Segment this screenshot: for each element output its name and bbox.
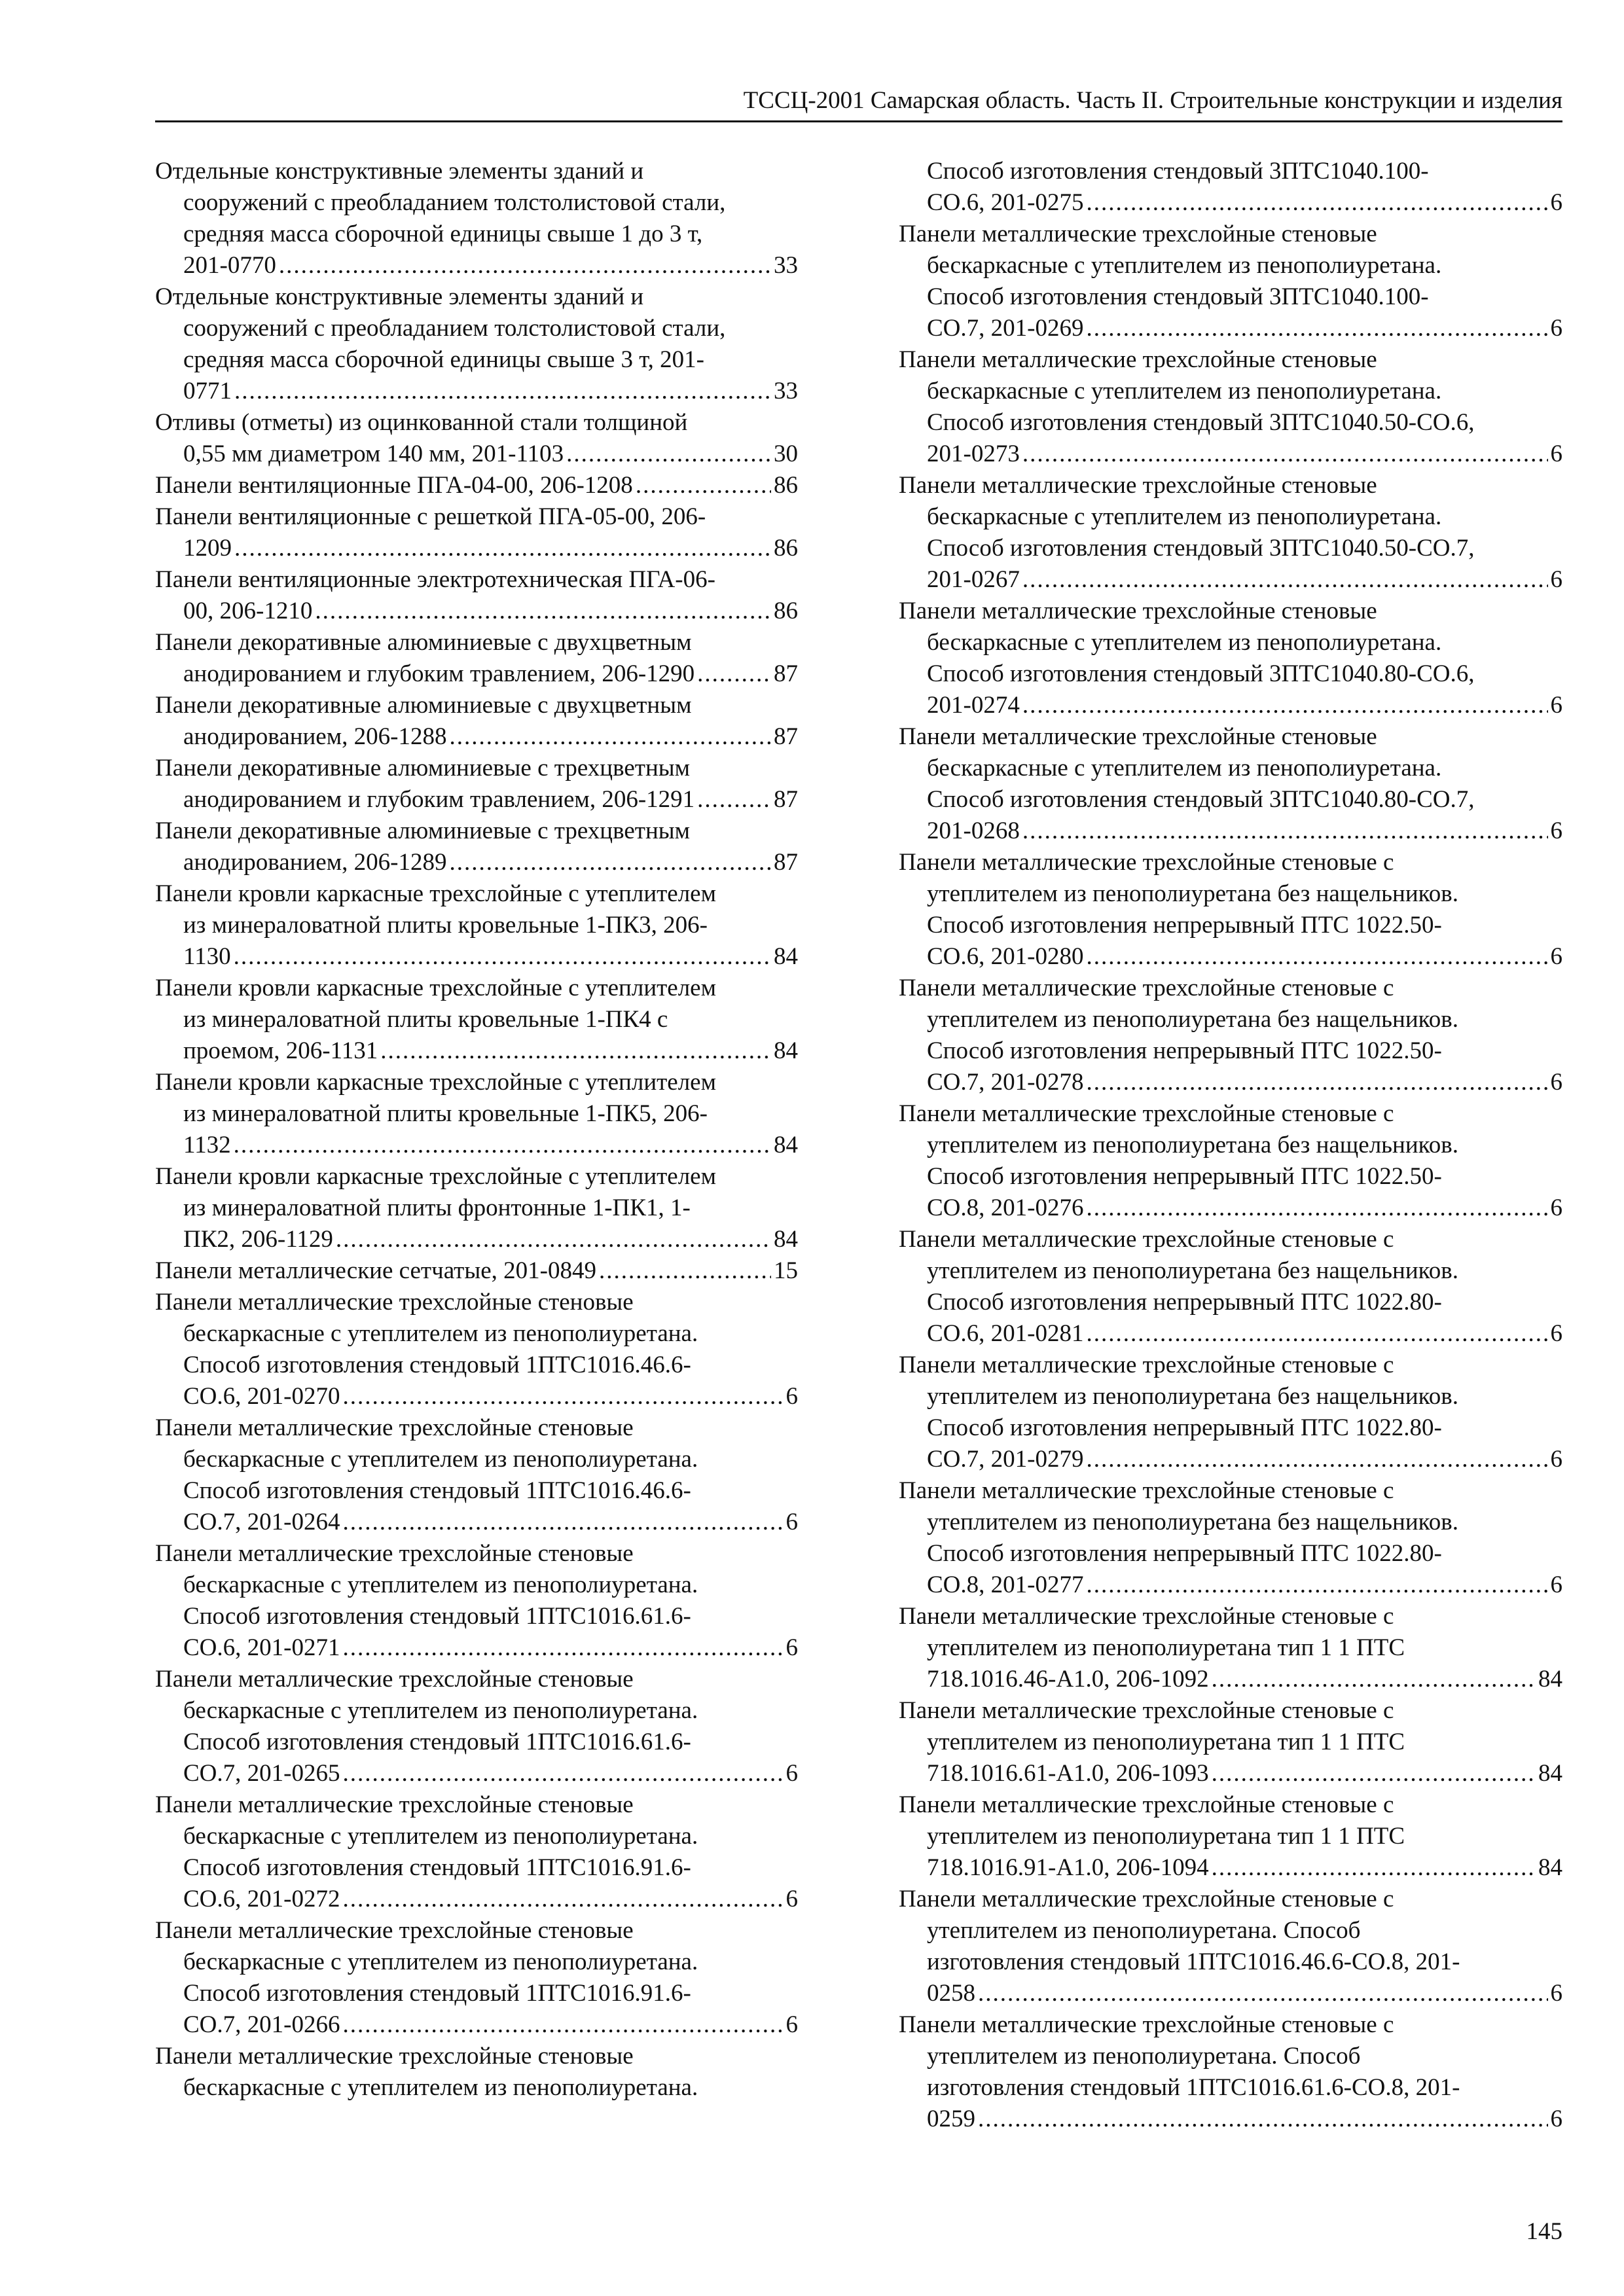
- index-entry-leader-line: [927, 2104, 1562, 2135]
- index-entry-page: 6: [785, 1634, 798, 1661]
- index-entry-line: Способ изготовления стендовый 1ПТС1016.91.6-: [183, 1980, 691, 2007]
- index-entry-page: 6: [785, 1383, 798, 1410]
- index-entry-text: СО.6, 201-0271: [183, 1634, 340, 1661]
- index-entry-page: 6: [1550, 315, 1562, 342]
- index-entry-line: из минераловатной плиты кровельные 1-ПК5, 206-: [183, 1100, 708, 1127]
- index-entry: [155, 753, 798, 816]
- index-entry-leader-line: [927, 439, 1562, 470]
- dot-leader: [1086, 941, 1547, 973]
- index-entry-leader-line: [927, 1758, 1562, 1789]
- index-entry: [899, 1475, 1562, 1601]
- index-entry-page: 33: [774, 252, 798, 279]
- index-entry-text: СО.7, 201-0278: [927, 1069, 1084, 1096]
- index-entry: [899, 596, 1562, 721]
- dot-leader: [234, 533, 771, 564]
- index-entry-text: 718.1016.46-А1.0, 206-1092: [927, 1666, 1209, 1693]
- index-entry-text: СО.6, 201-0270: [183, 1383, 340, 1410]
- dot-leader: [636, 470, 771, 501]
- dot-leader: [1212, 1852, 1536, 1884]
- index-entry-line: бескаркасные с утеплителем из пенополиуретана.: [183, 1320, 698, 1347]
- index-entry-line: из минераловатной плиты кровельные 1-ПК4 с: [183, 1006, 668, 1033]
- index-entry-line: Способ изготовления стендовый 3ПТС1040.100-: [927, 283, 1429, 310]
- index-entry-line: Панели металлические трехслойные стеновые с: [899, 1226, 1394, 1253]
- index-entry-line: бескаркасные с утеплителем из пенополиуретана.: [927, 378, 1442, 404]
- dot-leader: [1086, 313, 1547, 344]
- index-entry-leader-line: [927, 1852, 1562, 1884]
- index-entry: [155, 1789, 798, 1915]
- index-entry: [155, 564, 798, 627]
- index-entry-line: Отдельные конструктивные элементы зданий и: [155, 158, 644, 185]
- index-entry-text: 718.1016.61-А1.0, 206-1093: [927, 1760, 1209, 1787]
- index-entry-text: 201-0770: [183, 252, 276, 279]
- index-entry-page: 84: [774, 1226, 798, 1253]
- index-entry-line: Панели кровли каркасные трехслойные с утеплителем: [155, 975, 717, 1001]
- dot-leader: [449, 847, 771, 878]
- index-entry-page: 6: [1550, 2106, 1562, 2132]
- dot-leader: [342, 2009, 783, 2041]
- index-entry: [155, 690, 798, 753]
- index-entry-line: Панели металлические трехслойные стеновые: [899, 221, 1377, 247]
- dot-leader: [978, 1978, 1548, 2009]
- index-entry-line: Способ изготовления стендовый 1ПТС1016.61.6-: [183, 1729, 691, 1755]
- index-entry-line: Панели металлические трехслойные стеновые: [155, 1540, 634, 1567]
- dot-leader: [1086, 1444, 1547, 1475]
- index-entry-line: изготовления стендовый 1ПТС1016.61.6-СО.8, 201-: [927, 2074, 1460, 2101]
- index-entry-leader-line: [927, 1570, 1562, 1601]
- index-entry-leader-line: [927, 1318, 1562, 1350]
- index-entry-page: 6: [785, 2011, 798, 2038]
- dot-leader: [1086, 1193, 1547, 1224]
- index-entry-line: Панели металлические трехслойные стеновые с: [899, 1477, 1394, 1504]
- index-entry-line: утеплителем из пенополиуретана без нащельников.: [927, 1006, 1458, 1033]
- index-entry-line: средняя масса сборочной единицы свыше 1 до 3 т,: [183, 221, 703, 247]
- index-entry: [155, 878, 798, 973]
- index-entry-leader-line: [183, 596, 798, 627]
- index-entry: [899, 847, 1562, 973]
- index-entry-line: Панели металлические трехслойные стеновые с: [899, 1100, 1394, 1127]
- index-entry-text: 718.1016.91-А1.0, 206-1094: [927, 1854, 1209, 1881]
- index-entry-line: Панели металлические трехслойные стеновые: [155, 1414, 634, 1441]
- index-entry-line: Панели вентиляционные с решеткой ПГА-05-00, 206-: [155, 503, 706, 530]
- index-entry-line: из минераловатной плиты фронтонные 1-ПК1, 1-: [183, 1194, 691, 1221]
- index-entry: [899, 1224, 1562, 1350]
- index-entry-page: 84: [1538, 1760, 1562, 1787]
- index-entry-text: СО.7, 201-0269: [927, 315, 1084, 342]
- index-entry-leader-line: [183, 250, 798, 281]
- dot-leader: [697, 658, 771, 690]
- index-entry-line: Панели металлические трехслойные стеновые с: [899, 849, 1394, 876]
- index-entry-page: 6: [1550, 943, 1562, 970]
- index-entry: [155, 1287, 798, 1412]
- index-entry-page: 6: [1550, 817, 1562, 844]
- index-entry-line: Панели кровли каркасные трехслойные с утеплителем: [155, 880, 717, 907]
- index-entry-line: бескаркасные с утеплителем из пенополиуретана.: [183, 2074, 698, 2101]
- index-entry-leader-line: [183, 721, 798, 753]
- index-entry: [155, 1538, 798, 1664]
- index-entry-page: 6: [785, 1760, 798, 1787]
- index-entry-page: 84: [774, 1037, 798, 1064]
- index-entry-text: анодированием и глубоким травлением, 206-1291: [183, 786, 695, 813]
- index-entry-line: Панели декоративные алюминиевые с трехцветным: [155, 755, 691, 781]
- index-entry: [155, 156, 798, 281]
- index-entry: [899, 2009, 1562, 2135]
- index-entry-page: 6: [1550, 1069, 1562, 1096]
- index-entry-line: Способ изготовления непрерывный ПТС 1022.50-: [927, 912, 1442, 939]
- index-entry-line: бескаркасные с утеплителем из пенополиуретана.: [183, 1697, 698, 1724]
- index-entry: [899, 1601, 1562, 1695]
- index-entry: [155, 1255, 798, 1287]
- dot-leader: [1022, 564, 1548, 596]
- index-entry-text: 201-0273: [927, 440, 1020, 467]
- index-entry-line: Способ изготовления стендовый 3ПТС1040.50-СО.6,: [927, 409, 1475, 436]
- index-entry-line: утеплителем из пенополиуретана тип 1 1 ПТС: [927, 1823, 1405, 1850]
- index-entry-leader-line: [183, 533, 798, 564]
- index-entry-text: 1132: [183, 1132, 231, 1158]
- index-entry-leader-line: [183, 439, 798, 470]
- index-entry-page: 6: [785, 1886, 798, 1912]
- dot-leader: [342, 1758, 783, 1789]
- index-entry-page: 87: [774, 849, 798, 876]
- index-entry: [155, 407, 798, 470]
- index-entry-leader-line: [183, 1035, 798, 1067]
- index-entry-line: Отдельные конструктивные элементы зданий и: [155, 283, 644, 310]
- index-entry-line: Панели металлические трехслойные стеновые с: [899, 1886, 1394, 1912]
- index-entry-text: 0,55 мм диаметром 140 мм, 201-1103: [183, 440, 564, 467]
- dot-leader: [234, 941, 771, 973]
- index-entry-page: 6: [1550, 440, 1562, 467]
- index-entry: [899, 721, 1562, 847]
- index-entry-line: бескаркасные с утеплителем из пенополиуретана.: [183, 1571, 698, 1598]
- index-entry-leader-line: [927, 564, 1562, 596]
- index-entry: [899, 1098, 1562, 1224]
- index-column-left: [155, 156, 798, 2104]
- index-entry-leader-line: [927, 187, 1562, 219]
- index-entry-text: СО.7, 201-0279: [927, 1446, 1084, 1473]
- index-entry-page: 6: [1550, 566, 1562, 593]
- index-entry-leader-line: [183, 1632, 798, 1664]
- index-entry: [899, 470, 1562, 596]
- index-entry-line: Панели металлические трехслойные стеновые: [155, 1791, 634, 1818]
- index-entry-line: Способ изготовления стендовый 3ПТС1040.80-СО.6,: [927, 660, 1475, 687]
- index-entry-line: Способ изготовления стендовый 3ПТС1040.80-СО.7,: [927, 786, 1475, 813]
- index-entry-leader-line: [183, 1381, 798, 1412]
- index-entry-page: 30: [774, 440, 798, 467]
- index-entry-leader-line: [927, 1444, 1562, 1475]
- index-entry-text: СО.7, 201-0265: [183, 1760, 340, 1787]
- index-entry-page: 84: [774, 1132, 798, 1158]
- index-entry-line: изготовления стендовый 1ПТС1016.46.6-СО.8, 201-: [927, 1948, 1460, 1975]
- index-entry-line: Панели декоративные алюминиевые с трехцветным: [155, 817, 691, 844]
- dot-leader: [978, 2104, 1548, 2135]
- dot-leader: [599, 1255, 771, 1287]
- index-entry-leader-line: [927, 1978, 1562, 2009]
- index-entry-leader-line: [927, 1193, 1562, 1224]
- dot-leader: [1022, 439, 1548, 470]
- index-entry-page: 84: [1538, 1666, 1562, 1693]
- index-entry-line: бескаркасные с утеплителем из пенополиуретана.: [183, 1446, 698, 1473]
- index-entry-line: Панели металлические трехслойные стеновые: [899, 346, 1377, 373]
- index-entry-leader-line: [927, 1067, 1562, 1098]
- index-entry-text: СО.6, 201-0275: [927, 189, 1084, 216]
- dot-leader: [380, 1035, 771, 1067]
- index-entry-text: СО.8, 201-0277: [927, 1571, 1084, 1598]
- index-entry: [155, 1412, 798, 1538]
- index-entry-page: 33: [774, 378, 798, 404]
- index-entry-text: 0771: [183, 378, 232, 404]
- index-entry-text: анодированием, 206-1289: [183, 849, 447, 876]
- index-entry-line: Панели металлические трехслойные стеновые с: [899, 1603, 1394, 1630]
- index-entry-line: бескаркасные с утеплителем из пенополиуретана.: [927, 503, 1442, 530]
- index-entry-leader-line: [183, 1884, 798, 1915]
- dot-leader: [336, 1224, 771, 1255]
- dot-leader: [1086, 1318, 1547, 1350]
- index-entry-leader-line: [183, 2009, 798, 2041]
- index-entry-text: 0258: [927, 1980, 975, 2007]
- index-entry-line: Панели декоративные алюминиевые с двухцветным: [155, 692, 692, 719]
- index-entry: [155, 281, 798, 407]
- index-entry-line: Панели металлические трехслойные стеновые: [899, 472, 1377, 499]
- index-entry: [155, 816, 798, 878]
- index-entry-line: утеплителем из пенополиуретана без нащельников.: [927, 1509, 1458, 1535]
- index-entry-text: СО.6, 201-0272: [183, 1886, 340, 1912]
- index-entry-leader-line: [183, 1507, 798, 1538]
- index-entry-line: Панели металлические трехслойные стеновые: [155, 1666, 634, 1693]
- index-entry-leader-line: [183, 847, 798, 878]
- index-entry-page: 6: [1550, 1194, 1562, 1221]
- index-entry-page: 84: [774, 943, 798, 970]
- index-entry-page: 6: [1550, 1320, 1562, 1347]
- index-entry-line: Способ изготовления непрерывный ПТС 1022.80-: [927, 1289, 1442, 1316]
- index-entry: [155, 973, 798, 1067]
- index-entry-leader-line: [927, 1664, 1562, 1695]
- index-entry-line: Способ изготовления стендовый 3ПТС1040.50-СО.7,: [927, 535, 1475, 562]
- index-entry-line: Способ изготовления стендовый 1ПТС1016.46.6-: [183, 1352, 691, 1378]
- index-entry-line: Способ изготовления стендовый 1ПТС1016.61.6-: [183, 1603, 691, 1630]
- index-entry-text: 201-0274: [927, 692, 1020, 719]
- index-entry-leader-line: [927, 941, 1562, 973]
- index-entry-line: Панели кровли каркасные трехслойные с утеплителем: [155, 1163, 717, 1190]
- index-entry-line: Панели металлические трехслойные стеновые с: [899, 1697, 1394, 1724]
- index-entry-text: 201-0268: [927, 817, 1020, 844]
- index-entry-text: Панели металлические сетчатые, 201-0849: [155, 1257, 596, 1284]
- dot-leader: [342, 1884, 783, 1915]
- index-entry-line: Панели декоративные алюминиевые с двухцветным: [155, 629, 692, 656]
- index-entry-line: бескаркасные с утеплителем из пенополиуретана.: [927, 252, 1442, 279]
- index-entry-page: 6: [1550, 1571, 1562, 1598]
- index-entry-leader-line: [183, 1224, 798, 1255]
- index-entry-page: 87: [774, 723, 798, 750]
- dot-leader: [566, 439, 771, 470]
- index-entry: [155, 1161, 798, 1255]
- index-entry-text: СО.7, 201-0266: [183, 2011, 340, 2038]
- index-entry-line: Способ изготовления непрерывный ПТС 1022.50-: [927, 1163, 1442, 1190]
- index-entry-line: бескаркасные с утеплителем из пенополиуретана.: [183, 1948, 698, 1975]
- index-entry-line: Способ изготовления стендовый 1ПТС1016.91.6-: [183, 1854, 691, 1881]
- index-entry-line: Способ изготовления стендовый 1ПТС1016.46.6-: [183, 1477, 691, 1504]
- index-entry-line: утеплителем из пенополиуретана тип 1 1 ПТС: [927, 1729, 1405, 1755]
- index-entry-text: Панели вентиляционные ПГА-04-00, 206-1208: [155, 472, 633, 499]
- index-entry-page: 6: [1550, 692, 1562, 719]
- dot-leader: [1022, 690, 1548, 721]
- index-entry-leader-line: [927, 313, 1562, 344]
- dot-leader: [1212, 1664, 1536, 1695]
- index-entry-line: бескаркасные с утеплителем из пенополиуретана.: [183, 1823, 698, 1850]
- index-entry: [899, 219, 1562, 344]
- index-entry: [155, 1067, 798, 1161]
- index-entry: [899, 156, 1562, 219]
- index-entry: [899, 1789, 1562, 1884]
- dot-leader: [1212, 1758, 1536, 1789]
- dot-leader: [342, 1632, 783, 1664]
- index-entry-leader-line: [183, 784, 798, 816]
- index-entry-line: утеплителем из пенополиуретана. Способ: [927, 2043, 1361, 2070]
- dot-leader: [342, 1381, 783, 1412]
- index-entry-line: Способ изготовления непрерывный ПТС 1022.50-: [927, 1037, 1442, 1064]
- index-entry-line: Панели металлические трехслойные стеновые с: [899, 1791, 1394, 1818]
- index-entry: [155, 627, 798, 690]
- index-entry-line: Панели металлические трехслойные стеновые: [155, 2043, 634, 2070]
- index-entry-line: Панели металлические трехслойные стеновые: [155, 1917, 634, 1944]
- index-entry: [155, 501, 798, 564]
- dot-leader: [342, 1507, 783, 1538]
- index-entry-line: Способ изготовления непрерывный ПТС 1022.80-: [927, 1414, 1442, 1441]
- index-entry-text: 201-0267: [927, 566, 1020, 593]
- index-entry-line: Панели металлические трехслойные стеновые: [899, 723, 1377, 750]
- index-entry-leader-line: [183, 1758, 798, 1789]
- index-column-right: [899, 156, 1562, 2135]
- index-entry-leader-line: [183, 658, 798, 690]
- index-entry-line: Панели металлические трехслойные стеновые с: [899, 975, 1394, 1001]
- dot-leader: [1086, 1067, 1547, 1098]
- index-entry-leader-line: [155, 1255, 798, 1287]
- index-entry-page: 87: [774, 660, 798, 687]
- dot-leader: [1086, 1570, 1547, 1601]
- index-entry-line: бескаркасные с утеплителем из пенополиуретана.: [927, 755, 1442, 781]
- index-entry-text: СО.6, 201-0280: [927, 943, 1084, 970]
- index-entry: [899, 1695, 1562, 1789]
- index-entry-page: 87: [774, 786, 798, 813]
- index-entry-text: 0259: [927, 2106, 975, 2132]
- index-entry-text: анодированием и глубоким травлением, 206-1290: [183, 660, 695, 687]
- index-entry-line: Панели вентиляционные электротехническая ПГА-06-: [155, 566, 715, 593]
- index-entry: [155, 1664, 798, 1789]
- index-entry-page: 6: [1550, 189, 1562, 216]
- index-entry-line: Панели металлические трехслойные стеновые с: [899, 2011, 1394, 2038]
- index-entry-leader-line: [155, 470, 798, 501]
- index-entry-text: 1130: [183, 943, 231, 970]
- index-entry-text: СО.8, 201-0276: [927, 1194, 1084, 1221]
- index-entry-page: 86: [774, 472, 798, 499]
- index-entry: [899, 1884, 1562, 2009]
- index-entry-page: 6: [785, 1509, 798, 1535]
- index-entry-page: 84: [1538, 1854, 1562, 1881]
- index-entry-line: утеплителем из пенополиуретана. Способ: [927, 1917, 1361, 1944]
- index-entry-line: Способ изготовления непрерывный ПТС 1022.80-: [927, 1540, 1442, 1567]
- index-entry-line: Панели металлические трехслойные стеновые с: [899, 1352, 1394, 1378]
- index-entry-text: проемом, 206-1131: [183, 1037, 378, 1064]
- index-entry: [155, 2041, 798, 2104]
- index-entry: [899, 344, 1562, 470]
- index-entry: [899, 973, 1562, 1098]
- dot-leader: [315, 596, 771, 627]
- index-entry-line: из минераловатной плиты кровельные 1-ПК3, 206-: [183, 912, 708, 939]
- index-entry-line: утеплителем из пенополиуретана без нащельников.: [927, 1257, 1458, 1284]
- index-entry-text: СО.7, 201-0264: [183, 1509, 340, 1535]
- index-entry-line: Отливы (отметы) из оцинкованной стали толщиной: [155, 409, 688, 436]
- index-entry-leader-line: [183, 376, 798, 407]
- index-entry-line: Панели кровли каркасные трехслойные с утеплителем: [155, 1069, 717, 1096]
- index-entry-line: сооружений с преобладанием толстолистовой стали,: [183, 189, 726, 216]
- running-header: ТССЦ-2001 Самарская область. Часть II. Строительные конструкции и изделия: [155, 82, 1562, 122]
- index-entry-page: 86: [774, 598, 798, 624]
- index-entry-line: сооружений с преобладанием толстолистовой стали,: [183, 315, 726, 342]
- index-entry-line: Способ изготовления стендовый 3ПТС1040.100-: [927, 158, 1429, 185]
- dot-leader: [279, 250, 771, 281]
- dot-leader: [697, 784, 771, 816]
- index-entry-line: бескаркасные с утеплителем из пенополиуретана.: [927, 629, 1442, 656]
- index-entry-line: Панели металлические трехслойные стеновые: [899, 598, 1377, 624]
- page-number: 145: [1526, 2218, 1562, 2245]
- index-entry-page: 6: [1550, 1446, 1562, 1473]
- index-entry-leader-line: [183, 941, 798, 973]
- index-entry-line: средняя масса сборочной единицы свыше 3 т, 201-: [183, 346, 704, 373]
- dot-leader: [234, 1130, 771, 1161]
- index-entry-page: 86: [774, 535, 798, 562]
- index-entry: [155, 470, 798, 501]
- dot-leader: [1086, 187, 1547, 219]
- index-entry-text: 1209: [183, 535, 232, 562]
- index-entry-line: утеплителем из пенополиуретана без нащельников.: [927, 1132, 1458, 1158]
- index-entry-text: СО.6, 201-0281: [927, 1320, 1084, 1347]
- index-entry: [899, 1350, 1562, 1475]
- index-entry-leader-line: [927, 816, 1562, 847]
- index-entry-text: 00, 206-1210: [183, 598, 313, 624]
- index-entry-page: 6: [1550, 1980, 1562, 2007]
- dot-leader: [234, 376, 771, 407]
- index-entry-line: утеплителем из пенополиуретана без нащельников.: [927, 1383, 1458, 1410]
- index-entry-text: ПК2, 206-1129: [183, 1226, 333, 1253]
- dot-leader: [1022, 816, 1548, 847]
- dot-leader: [449, 721, 771, 753]
- index-entry-line: утеплителем из пенополиуретана тип 1 1 ПТС: [927, 1634, 1405, 1661]
- index-entry-page: 15: [774, 1257, 798, 1284]
- index-entry-leader-line: [183, 1130, 798, 1161]
- index-entry-line: Панели металлические трехслойные стеновые: [155, 1289, 634, 1316]
- index-entry-line: утеплителем из пенополиуретана без нащельников.: [927, 880, 1458, 907]
- index-entry: [155, 1915, 798, 2041]
- index-entry-text: анодированием, 206-1288: [183, 723, 447, 750]
- index-entry-leader-line: [927, 690, 1562, 721]
